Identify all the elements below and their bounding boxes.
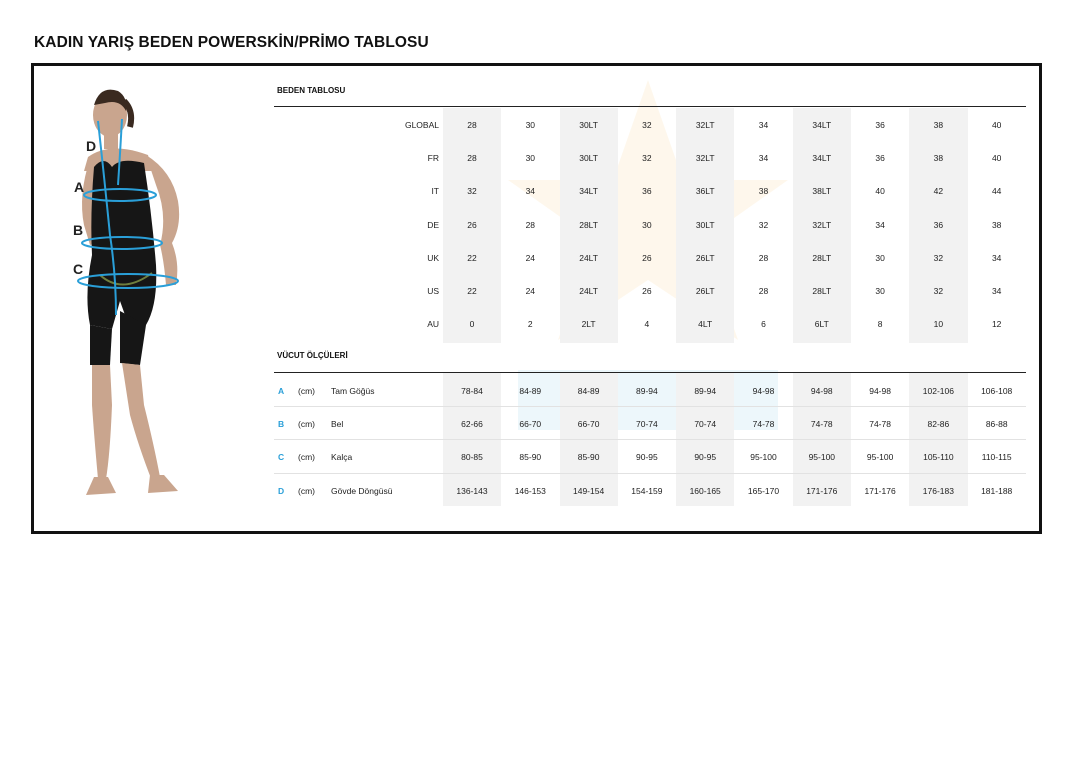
size-cell: 22 xyxy=(467,286,477,296)
body-cell: 181-188 xyxy=(981,485,1013,496)
size-cell: 34 xyxy=(991,286,1002,296)
size-table-title: BEDEN TABLOSU xyxy=(277,86,346,95)
body-row-unit: (cm) xyxy=(298,485,315,496)
body-row-letter: C xyxy=(278,452,285,463)
body-cell: 74-78 xyxy=(752,419,775,430)
size-cell: 28 xyxy=(467,153,477,164)
size-cell: 24LT xyxy=(579,286,598,296)
body-cell: 89-94 xyxy=(694,386,717,396)
size-cell: 38 xyxy=(758,186,769,197)
body-row-letter: A xyxy=(278,386,285,396)
size-cell: 34 xyxy=(875,219,885,230)
body-cell: 95-100 xyxy=(750,452,777,463)
body-cell: 66-70 xyxy=(577,419,600,430)
size-cell: 26 xyxy=(642,286,652,296)
body-cell: 70-74 xyxy=(636,419,658,430)
size-row-label: UK xyxy=(427,252,439,263)
body-cell: 70-74 xyxy=(694,419,717,430)
body-cell: 85-90 xyxy=(577,452,600,463)
body-row-name: Gövde Döngüsü xyxy=(331,485,393,496)
body-cell: 94-98 xyxy=(869,386,891,396)
size-cell: 36LT xyxy=(695,186,715,197)
size-cell: 32 xyxy=(642,153,652,164)
size-cell: 30 xyxy=(525,120,536,130)
size-row-label: FR xyxy=(427,153,439,164)
body-cell: 94-98 xyxy=(810,386,833,396)
body-cell: 95-100 xyxy=(808,452,836,463)
size-cell: 36 xyxy=(642,186,652,197)
size-cell: 28LT xyxy=(579,219,598,230)
body-row-name: Tam Göğüs xyxy=(331,386,375,396)
body-row-name: Kalça xyxy=(331,452,353,463)
body-cell: 66-70 xyxy=(519,419,542,430)
size-cell: 34 xyxy=(758,120,769,130)
size-cell: 24 xyxy=(525,286,536,296)
body-cell: 106-108 xyxy=(981,386,1013,396)
size-cell: 34LT xyxy=(812,120,832,130)
size-cell: 32 xyxy=(933,286,944,296)
body-row-unit: (cm) xyxy=(298,452,315,463)
body-cell: 84-89 xyxy=(519,386,542,396)
size-cell: 12 xyxy=(991,319,1002,330)
size-cell: 4 xyxy=(644,319,650,330)
size-cell: 30LT xyxy=(695,219,715,230)
body-table-header-line xyxy=(274,372,1026,373)
size-cell: 28 xyxy=(758,252,769,263)
size-cell: 30 xyxy=(525,153,536,164)
size-cell: 26 xyxy=(467,219,477,230)
body-cell: 94-98 xyxy=(752,386,775,396)
body-cell: 154-159 xyxy=(631,485,663,496)
size-cell: 0 xyxy=(469,319,475,330)
size-row-label: GLOBAL xyxy=(404,120,439,130)
body-cell: 62-66 xyxy=(461,419,483,430)
size-cell: 38 xyxy=(933,120,944,130)
size-cell: 36 xyxy=(875,120,885,130)
size-cell: 32 xyxy=(642,120,652,130)
size-row-label: AU xyxy=(427,319,439,330)
body-cell: 90-95 xyxy=(636,452,658,463)
size-cell: 36 xyxy=(933,219,944,230)
size-table-header-line xyxy=(274,106,1026,107)
body-cell: 165-170 xyxy=(747,485,780,496)
size-cell: 28LT xyxy=(812,252,832,263)
size-cell: 32LT xyxy=(695,153,715,164)
size-cell: 8 xyxy=(877,319,883,330)
size-cell: 30 xyxy=(875,286,885,296)
body-cell: 78-84 xyxy=(461,386,483,396)
body-row-divider xyxy=(274,406,1026,407)
size-cell: 28 xyxy=(467,120,477,130)
size-cell: 34 xyxy=(525,186,536,197)
figure-label-c: C xyxy=(73,261,84,277)
body-cell: 86-88 xyxy=(985,419,1008,430)
body-cell: 102-106 xyxy=(922,386,954,396)
size-cell: 24 xyxy=(525,252,536,263)
size-cell: 2LT xyxy=(581,319,596,330)
body-row-name: Bel xyxy=(331,419,344,430)
size-cell: 34LT xyxy=(579,186,598,197)
body-cell: 110-115 xyxy=(981,452,1012,463)
size-cell: 34 xyxy=(991,252,1002,263)
size-cell: 32 xyxy=(467,186,477,197)
page-title: KADIN YARIŞ BEDEN POWERSKİN/PRİMO TABLOSU xyxy=(34,34,429,51)
size-cell: 30 xyxy=(642,219,652,230)
body-row-letter: D xyxy=(278,485,285,496)
size-cell: 34LT xyxy=(812,153,832,164)
size-row-label: US xyxy=(427,286,439,296)
size-row-label: IT xyxy=(431,186,439,197)
size-cell: 34 xyxy=(758,153,769,164)
body-cell: 89-94 xyxy=(636,386,658,396)
body-cell: 95-100 xyxy=(866,452,894,463)
size-cell: 2 xyxy=(527,319,533,330)
figure-label-a: A xyxy=(74,179,85,195)
size-cell: 28LT xyxy=(812,286,832,296)
body-row-letter: B xyxy=(278,419,285,430)
size-cell: 32 xyxy=(758,219,769,230)
size-cell: 40 xyxy=(991,153,1002,164)
size-cell: 28 xyxy=(758,286,769,296)
body-cell: 74-78 xyxy=(869,419,891,430)
body-cell: 80-85 xyxy=(461,452,483,463)
size-cell: 36 xyxy=(875,153,885,164)
size-cell: 32LT xyxy=(695,120,715,130)
size-cell: 30LT xyxy=(579,153,598,164)
size-cell: 10 xyxy=(933,319,944,330)
size-cell: 38LT xyxy=(812,186,832,197)
body-cell: 176-183 xyxy=(922,485,954,496)
size-cell: 40 xyxy=(875,186,885,197)
size-cell: 30LT xyxy=(579,120,598,130)
size-cell: 24LT xyxy=(579,252,598,263)
size-cell: 40 xyxy=(991,120,1002,130)
size-cell: 38 xyxy=(933,153,944,164)
body-cell: 85-90 xyxy=(519,452,542,463)
body-cell: 84-89 xyxy=(577,386,600,396)
body-cell: 90-95 xyxy=(694,452,717,463)
body-cell: 82-86 xyxy=(927,419,950,430)
body-row-divider xyxy=(274,439,1026,440)
body-cell: 74-78 xyxy=(810,419,833,430)
body-row-unit: (cm) xyxy=(298,386,315,396)
size-cell: 32LT xyxy=(812,219,832,230)
body-table-title: VÜCUT ÖLÇÜLERİ xyxy=(277,351,348,360)
body-cell: 136-143 xyxy=(456,485,488,496)
size-cell: 6LT xyxy=(814,319,829,330)
body-cell: 171-176 xyxy=(806,485,838,496)
size-cell: 6 xyxy=(761,319,766,330)
size-cell: 26 xyxy=(642,252,652,263)
body-cell: 146-153 xyxy=(514,485,546,496)
size-cell: 32 xyxy=(933,252,944,263)
size-cell: 44 xyxy=(991,186,1002,197)
size-row-label: DE xyxy=(427,219,439,230)
body-row-divider xyxy=(274,473,1026,474)
body-cell: 160-165 xyxy=(689,485,721,496)
body-row-unit: (cm) xyxy=(298,419,315,430)
size-cell: 30 xyxy=(875,252,885,263)
size-cell: 38 xyxy=(991,219,1002,230)
size-cell: 4LT xyxy=(698,319,713,330)
figure-label-d: D xyxy=(86,138,97,154)
size-cell: 26LT xyxy=(695,286,715,296)
body-cell: 105-110 xyxy=(923,452,954,463)
size-cell: 26LT xyxy=(695,252,715,263)
size-cell: 22 xyxy=(467,252,477,263)
size-cell: 42 xyxy=(933,186,944,197)
body-cell: 149-154 xyxy=(572,485,605,496)
body-cell: 171-176 xyxy=(864,485,896,496)
size-cell: 28 xyxy=(525,219,536,230)
figure-label-b: B xyxy=(73,222,84,238)
